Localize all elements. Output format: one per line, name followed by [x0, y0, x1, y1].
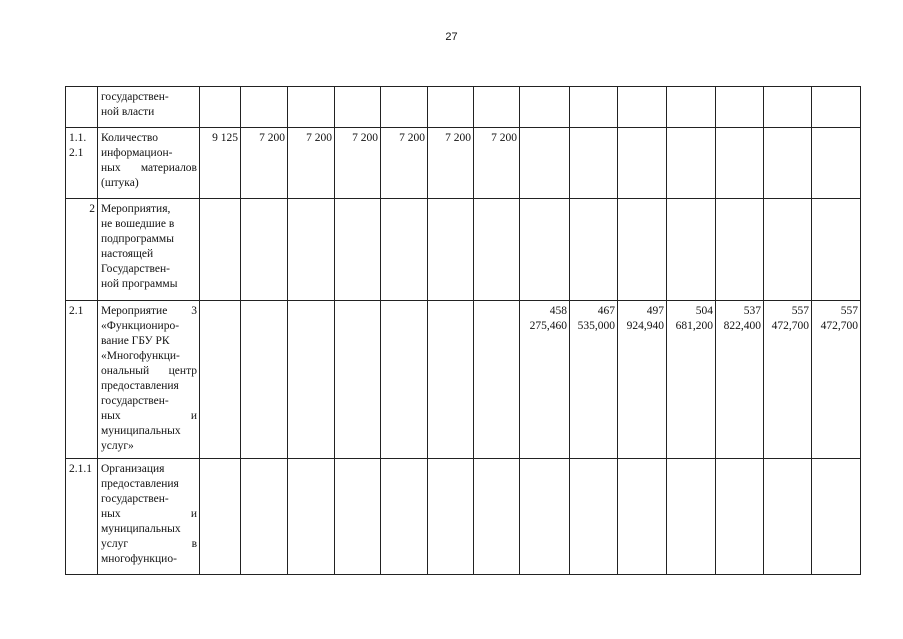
value-cell: [716, 199, 764, 301]
row-label-cell: [98, 199, 200, 301]
label-line: Организация: [101, 463, 165, 475]
value-cell: [570, 199, 618, 301]
value-cell: [474, 301, 520, 459]
value-cell: [520, 459, 570, 575]
label-line: муниципальных: [101, 523, 181, 535]
code-line: 1.1.: [69, 132, 87, 144]
value-cell: [335, 87, 381, 128]
value-cell: [812, 459, 861, 575]
value-cell: [241, 87, 288, 128]
value-cell: 7 200: [288, 128, 335, 199]
table-row: [66, 301, 861, 459]
value-cell: [716, 459, 764, 575]
value-cell: [381, 199, 428, 301]
value-cell: [716, 301, 764, 459]
value-cell: [667, 459, 716, 575]
value-cell: [428, 301, 474, 459]
row-code-cell: [66, 87, 98, 128]
value-cell: [288, 199, 335, 301]
value-cell: [335, 199, 381, 301]
label-line: (штука): [101, 177, 139, 189]
value-cell: 7 200: [335, 128, 381, 199]
label-line: услуг в: [101, 538, 197, 550]
value-cell: [570, 128, 618, 199]
value-line: 458: [549, 305, 567, 317]
value-cell: [288, 87, 335, 128]
row-code-cell: 2.1.1: [66, 459, 98, 575]
row-code-cell: 2.1: [66, 301, 98, 459]
label-line: муниципальных: [101, 425, 181, 437]
value-cell: 7 200: [474, 128, 520, 199]
value-cell: [200, 199, 241, 301]
value-cell: [812, 301, 861, 459]
label-line: ных материалов: [101, 162, 197, 174]
row-label-cell: [98, 301, 200, 459]
value-cell: [570, 87, 618, 128]
row-code-cell: 2: [66, 199, 98, 301]
label-line: подпрограммы: [101, 233, 174, 245]
label-line: ональный центр: [101, 365, 197, 377]
label-line: ных и: [101, 508, 197, 520]
label-line: настоящей: [101, 248, 154, 260]
label-line: Мероприятие 3: [101, 305, 197, 317]
value-cell: [335, 301, 381, 459]
value-cell: [812, 128, 861, 199]
value-cell: [570, 459, 618, 575]
value-cell: [764, 199, 812, 301]
value-cell: [618, 199, 667, 301]
value-cell: [618, 459, 667, 575]
value-cell: [520, 301, 570, 459]
value-line: 467: [597, 305, 615, 317]
value-cell: [618, 301, 667, 459]
value-line: 535,000: [577, 320, 615, 332]
value-cell: 7 200: [241, 128, 288, 199]
value-cell: [812, 199, 861, 301]
label-line: не вошедшие в: [101, 218, 175, 230]
value-line: 472,700: [771, 320, 809, 332]
value-line: 472,700: [820, 320, 858, 332]
value-cell: [241, 459, 288, 575]
value-cell: [667, 128, 716, 199]
value-cell: [618, 128, 667, 199]
value-cell: [474, 87, 520, 128]
value-cell: [520, 199, 570, 301]
value-cell: [200, 87, 241, 128]
label-line: ной программы: [101, 278, 178, 290]
value-line: 497: [646, 305, 664, 317]
value-line: 275,460: [529, 320, 567, 332]
value-line: 504: [695, 305, 713, 317]
value-cell: [288, 301, 335, 459]
value-cell: [241, 301, 288, 459]
value-cell: [716, 128, 764, 199]
table-row: [66, 87, 861, 128]
value-cell: [764, 301, 812, 459]
value-cell: [667, 87, 716, 128]
label-line: ной власти: [101, 106, 155, 118]
value-line: 681,200: [675, 320, 713, 332]
value-cell: [381, 301, 428, 459]
value-cell: 7 200: [381, 128, 428, 199]
label-line: предоставления: [101, 478, 179, 490]
row-label-cell: [98, 459, 200, 575]
value-cell: [200, 459, 241, 575]
value-cell: [812, 87, 861, 128]
value-cell: [474, 199, 520, 301]
table-row: [66, 199, 861, 301]
value-cell: [618, 87, 667, 128]
value-line: 537: [743, 305, 761, 317]
value-cell: [716, 87, 764, 128]
value-cell: [200, 301, 241, 459]
value-cell: [428, 87, 474, 128]
value-cell: [474, 459, 520, 575]
label-line: вание ГБУ РК: [101, 335, 170, 347]
code-line: 2.1: [69, 147, 84, 159]
value-cell: [520, 128, 570, 199]
value-cell: 9 125: [200, 128, 241, 199]
row-code-cell: [66, 128, 98, 199]
value-line: 822,400: [723, 320, 761, 332]
value-cell: [335, 459, 381, 575]
label-line: государствен-: [101, 493, 169, 505]
value-cell: [667, 199, 716, 301]
label-line: «Функциониро-: [101, 320, 180, 332]
program-indicators-table: [65, 86, 861, 575]
label-line: предоставления: [101, 380, 179, 392]
value-line: 924,940: [626, 320, 664, 332]
row-label-cell: [98, 87, 200, 128]
value-cell: [428, 199, 474, 301]
value-cell: [570, 301, 618, 459]
label-line: государствен-: [101, 91, 169, 103]
value-cell: [764, 128, 812, 199]
label-line: многофункцио-: [101, 553, 177, 565]
value-cell: [428, 459, 474, 575]
label-line: Количество: [101, 132, 158, 144]
row-label-cell: [98, 128, 200, 199]
label-line: информацион-: [101, 147, 173, 159]
value-cell: [667, 301, 716, 459]
value-cell: [288, 459, 335, 575]
value-cell: [381, 87, 428, 128]
value-cell: [381, 459, 428, 575]
label-line: «Многофункци-: [101, 350, 180, 362]
label-line: государствен-: [101, 395, 169, 407]
label-line: Государствен-: [101, 263, 170, 275]
value-cell: 7 200: [428, 128, 474, 199]
label-line: ных и: [101, 410, 197, 422]
value-line: 557: [840, 305, 858, 317]
label-line: Мероприятия,: [101, 203, 171, 215]
value-line: 557: [791, 305, 809, 317]
page-number: 27: [445, 31, 458, 43]
table-row: [66, 128, 861, 199]
value-cell: [241, 199, 288, 301]
table-row: [66, 459, 861, 575]
value-cell: [764, 87, 812, 128]
value-cell: [764, 459, 812, 575]
label-line: услуг»: [101, 440, 134, 452]
value-cell: [520, 87, 570, 128]
